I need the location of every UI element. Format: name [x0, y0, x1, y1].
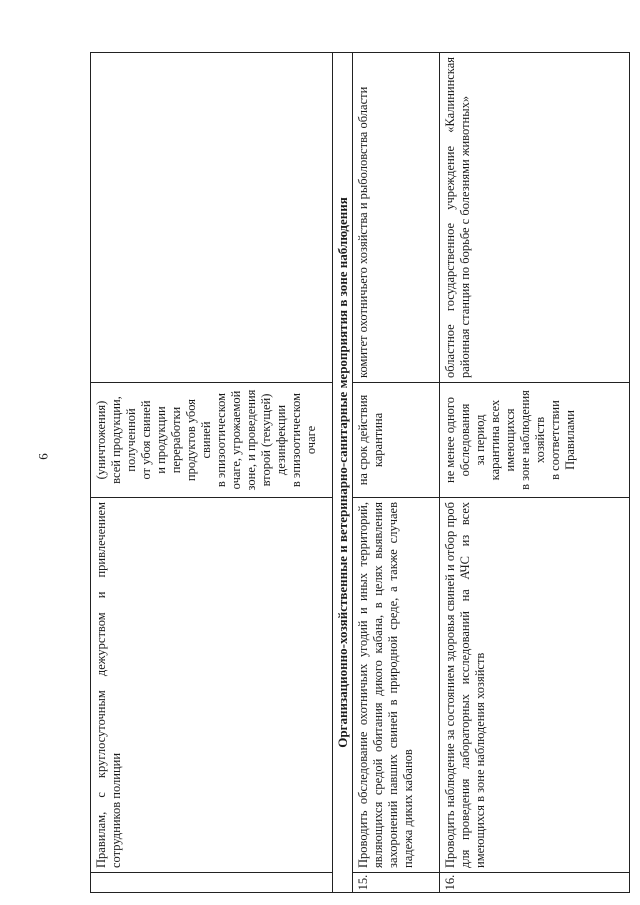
term-cell: (уничтожения) всей продукции, полученной от убоя свиней и продукции переработки продуктов убоя свиней в эпизоотическом очаге, угрожаемой зоне, и проведения второй (текущей) дезинфекции в эпизоотическом очаге [91, 383, 333, 498]
executor-cell: комитет охотничьего хозяйства и рыболовства области [353, 53, 440, 383]
row-number: 16. [440, 873, 630, 893]
term-cell: на срок действия карантина [353, 383, 440, 498]
executor-cell: областное государственное учреждение «Калининская районная станция по борьбе с болезнями животных» [440, 53, 630, 383]
section-header-row [333, 53, 353, 893]
measure-cell: Проводить обследование охотничьих угодий и иных территорий, являющихся средой обитания дикого кабана, в целях выявления захоронений павших свиней в природной среде, а также случаев падежа диких кабанов [353, 498, 440, 873]
page-number: 9 [35, 453, 51, 460]
measure-cell: Правилам, с круглосуточным дежурством и привлечением сотрудников полиции [91, 498, 333, 873]
measures-table [90, 52, 630, 893]
table-row [91, 53, 333, 893]
table-row [353, 53, 440, 893]
executor-cell [91, 53, 333, 383]
rotated-table-page [90, 53, 630, 893]
term-cell: не менее одного обследования за период карантина всех имеющихся в зоне наблюдения хозяйств в соответствии Правилами [440, 383, 630, 498]
row-number [91, 873, 333, 893]
section-title: Организационно-хозяйственные и ветеринарно-санитарные мероприятия в зоне наблюдения [333, 53, 353, 893]
measure-cell: Проводить наблюдение за состоянием здоровья свиней и отбор проб для проведения лабораторных исследований на АЧС из всех имеющихся в зоне наблюдения хозяйств [440, 498, 630, 873]
row-number: 15. [353, 873, 440, 893]
table-row [440, 53, 630, 893]
